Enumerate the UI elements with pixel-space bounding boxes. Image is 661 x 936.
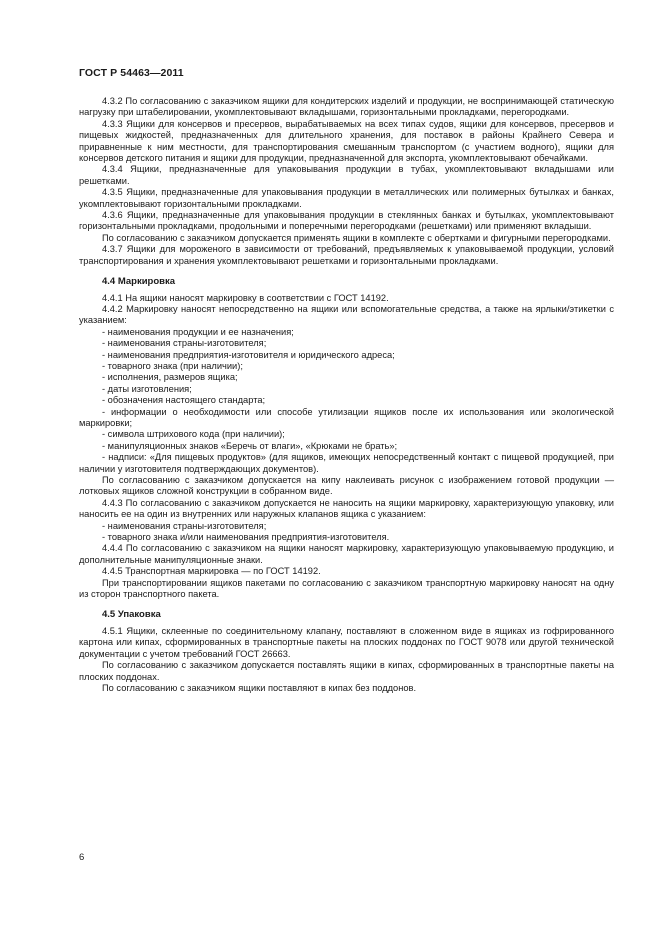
list-item: - даты изготовления;: [102, 383, 192, 394]
paragraph-4-4-5: 4.4.5 Транспортная маркировка — по ГОСТ 14192.: [102, 566, 321, 577]
list-item: - наименования продукции и ее назначения;: [102, 326, 294, 337]
section-heading-marking: 4.4 Маркировка: [102, 276, 176, 288]
list-item: - наименования страны-изготовителя;: [102, 338, 267, 349]
paragraph-4-5-1-note-1: По согласованию с заказчиком допускается поставлять ящики в кипах, сформированных в транспортные пакеты на плоских поддонах.: [79, 660, 614, 682]
list-item: - наименования страны-изготовителя;: [102, 520, 267, 531]
paragraph-4-5-1: 4.5.1 Ящики, склеенные по соединительному клапану, поставляют в сложенном виде в ящиках из гофрированного картона или кипах, сформированных в транспортные пакеты на плоских поддонах по ГОСТ 9078 или другой технической документации с учетом требований ГОСТ 26663.: [79, 625, 614, 659]
list-item: - товарного знака и/или наименования предприятия-изготовителя.: [102, 532, 390, 543]
paragraph-4-4-3: 4.4.3 По согласованию с заказчиком допускается не наносить на ящики маркировку, характеризующую упаковку, или наносить ее на один из внутренних или наружных клапанов ящика с указанием:: [79, 497, 614, 520]
paragraph-4-3-5: 4.3.5 Ящики, предназначенные для упаковывания продукции в металлических или полимерных бутылках и банках, укомплектовывают горизонтальными прокладками.: [79, 187, 614, 209]
paragraph-4-5-1-note-2: По согласованию с заказчиком ящики поставляют в кипах без поддонов.: [102, 682, 417, 693]
paragraph-4-4-5-note: При транспортировании ящиков пакетами по согласованию с заказчиком транспортную маркировку наносят на одну из сторон транспортного пакета.: [79, 577, 614, 600]
list-item: - товарного знака (при наличии);: [102, 360, 243, 371]
section-heading-packaging: 4.5 Упаковка: [102, 609, 161, 621]
list-item: - исполнения, размеров ящика;: [102, 372, 238, 383]
paragraph-4-4-2: 4.4.2 Маркировку наносят непосредственно на ящики или вспомогательные средства, а также на ярлыки/этикетки с указанием:: [79, 303, 614, 326]
paragraph-4-4-1: 4.4.1 На ящики наносят маркировку в соответствии с ГОСТ 14192.: [102, 292, 389, 303]
list-item: - наименования предприятия-изготовителя и юридического адреса;: [102, 349, 395, 360]
list-item: - символа штрихового кода (при наличии);: [102, 429, 285, 440]
list-item: - информации о необходимости или способе утилизации ящиков после их использования или экологической маркировки;: [79, 406, 614, 428]
paragraph-4-3-2: 4.3.2 По согласованию с заказчиком ящики для кондитерских изделий и продукции, не воспринимающей статическую нагрузку при штабелировании, укомплектовывают вкладышами, горизонтальными прокладками, перегородками.: [79, 96, 614, 118]
standard-header: ГОСТ Р 54463—2011: [79, 67, 184, 79]
paragraph-4-3-7: 4.3.7 Ящики для мороженого в зависимости от требований, предъявляемых к упаковываемой продукции, условий транспортирования и хранения укомплектовывают решетками и горизонтальными прокладками.: [79, 244, 614, 266]
paragraph-4-4-4: 4.4.4 По согласованию с заказчиком на ящики наносят маркировку, характеризующую упаковываемую продукцию, и дополнительные манипуляционные знаки.: [79, 543, 614, 565]
page-number: 6: [79, 852, 85, 863]
document-body: [79, 96, 614, 694]
paragraph-4-4-2-note: По согласованию с заказчиком допускается на кипу наклеивать рисунок с изображением готовой продукции — лотковых ящиков сложной конструкции в собранном виде.: [79, 475, 614, 497]
list-item: - надписи: «Для пищевых продуктов» (для ящиков, имеющих непосредственный контакт с пищевой продукцией, при наличии у изготовителя подтверждающих документов).: [79, 452, 614, 474]
list-item: - обозначения настоящего стандарта;: [102, 395, 266, 406]
list-item: - манипуляционных знаков «Беречь от влаги», «Крюками не брать»;: [102, 440, 398, 451]
paragraph-4-3-3: 4.3.3 Ящики для консервов и пресервов, вырабатываемых на всех типах судов, ящики для консервов, пресервов и пищевых жидкостей, предназначенных для длительного хранения, для поставок в районы Крайнего Севера и приравненные к ним местности, для транспортирования смешанным транспортом (с участием водного), ящики для консервов детского питания и ящики для продукции, предназначенной для экспорта, укомплектовывают обечайками.: [79, 118, 614, 164]
paragraph-4-3-4: 4.3.4 Ящики, предназначенные для упаковывания продукции в тубах, укомплектовывают вкладышами или решетками.: [79, 164, 614, 186]
paragraph-4-3-6-note: По согласованию с заказчиком допускается применять ящики в комплекте с обертками и фигурными перегородками.: [102, 232, 611, 243]
paragraph-4-3-6: 4.3.6 Ящики, предназначенные для упаковывания продукции в стеклянных банках и бутылках, укомплектовывают горизонтальными прокладками, продольными и поперечными перегородками (решетками) или применяют вкладыши.: [79, 210, 614, 232]
